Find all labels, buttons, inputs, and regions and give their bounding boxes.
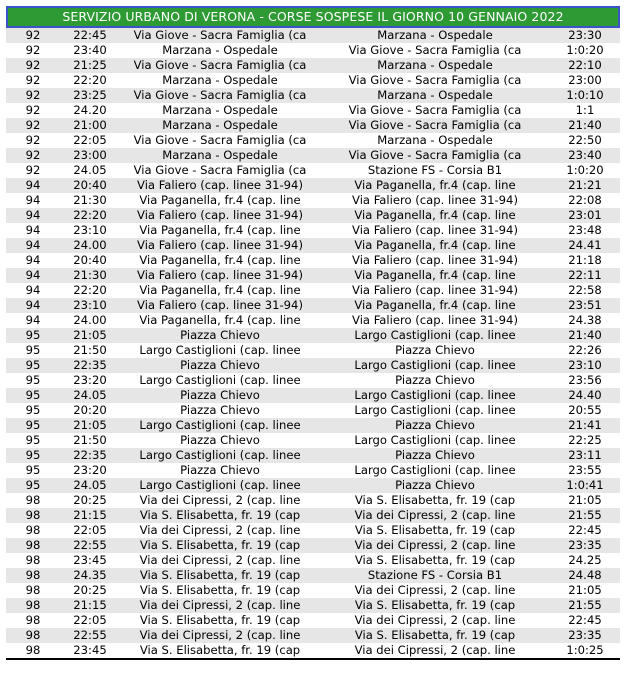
cell-arrival: 21:05: [568, 493, 602, 507]
cell-departure: 24.20: [73, 103, 107, 117]
table-row: [6, 253, 620, 268]
cell-departure: 22:05: [73, 523, 107, 537]
cell-departure: 21:50: [73, 343, 107, 357]
cell-arrival: 21:55: [568, 598, 602, 612]
cell-from: Piazza Chievo: [180, 403, 260, 417]
cell-to: Marzana - Ospedale: [377, 133, 493, 147]
cell-to: Via Giove - Sacra Famiglia (ca: [348, 43, 522, 57]
table-row: [6, 133, 620, 148]
cell-to: Via S. Elisabetta, fr. 19 (cap: [354, 493, 516, 507]
table-row: [6, 43, 620, 58]
cell-line: 98: [25, 553, 41, 567]
table-row: [6, 163, 620, 178]
cell-departure: 22:35: [73, 448, 107, 462]
cell-line: 95: [25, 478, 41, 492]
cell-to: Via S. Elisabetta, fr. 19 (cap: [354, 628, 516, 642]
cell-to: Via Paganella, fr.4 (cap. line: [354, 298, 516, 312]
table-row: [6, 313, 620, 328]
cell-to: Largo Castiglioni (cap. linee: [354, 433, 516, 447]
cell-line: 95: [25, 373, 41, 387]
cell-departure: 24.05: [73, 478, 107, 492]
cell-from: Piazza Chievo: [180, 358, 260, 372]
bottom-divider: [6, 658, 620, 660]
cell-line: 94: [25, 253, 41, 267]
cell-arrival: 23:11: [568, 448, 602, 462]
cell-line: 92: [25, 43, 41, 57]
cell-arrival: 23:40: [568, 148, 602, 162]
cell-to: Via S. Elisabetta, fr. 19 (cap: [354, 523, 516, 537]
cell-departure: 22:05: [73, 613, 107, 627]
cell-departure: 20:20: [73, 403, 107, 417]
cell-departure: 21:50: [73, 433, 107, 447]
cell-from: Largo Castiglioni (cap. linee: [139, 478, 301, 492]
cell-from: Marzana - Ospedale: [162, 43, 278, 57]
cell-to: Marzana - Ospedale: [377, 28, 493, 42]
cell-to: Via Paganella, fr.4 (cap. line: [354, 268, 516, 282]
cell-line: 94: [25, 283, 41, 297]
cell-line: 92: [25, 118, 41, 132]
cell-departure: 23:25: [73, 88, 107, 102]
cell-line: 92: [25, 163, 41, 177]
cell-arrival: 22:11: [568, 268, 602, 282]
cell-arrival: 22:45: [568, 523, 602, 537]
cell-from: Via Giove - Sacra Famiglia (ca: [133, 133, 307, 147]
cell-line: 95: [25, 343, 41, 357]
cell-from: Piazza Chievo: [180, 388, 260, 402]
table-row: [6, 88, 620, 103]
schedule-table: [6, 28, 620, 658]
cell-line: 95: [25, 388, 41, 402]
cell-arrival: 1:0:25: [566, 643, 604, 657]
cell-from: Largo Castiglioni (cap. linee: [139, 343, 301, 357]
cell-departure: 20:40: [73, 178, 107, 192]
cell-to: Via Faliero (cap. linee 31-94): [352, 313, 518, 327]
table-row: [6, 388, 620, 403]
cell-departure: 21:15: [73, 598, 107, 612]
cell-line: 98: [25, 568, 41, 582]
cell-arrival: 24.25: [568, 553, 602, 567]
cell-departure: 23:40: [73, 43, 107, 57]
cell-to: Via S. Elisabetta, fr. 19 (cap: [354, 553, 516, 567]
cell-line: 98: [25, 523, 41, 537]
cell-departure: 22:55: [73, 628, 107, 642]
cell-arrival: 24.48: [568, 568, 602, 582]
cell-to: Marzana - Ospedale: [377, 58, 493, 72]
cell-to: Via Paganella, fr.4 (cap. line: [354, 208, 516, 222]
cell-to: Marzana - Ospedale: [377, 88, 493, 102]
cell-arrival: 23:55: [568, 463, 602, 477]
cell-departure: 21:15: [73, 508, 107, 522]
cell-arrival: 23:30: [568, 28, 602, 42]
cell-departure: 24.05: [73, 388, 107, 402]
cell-arrival: 23:48: [568, 223, 602, 237]
cell-arrival: 20:55: [568, 403, 602, 417]
cell-from: Via dei Cipressi, 2 (cap. line: [139, 553, 301, 567]
table-row: [6, 508, 620, 523]
cell-from: Via Faliero (cap. linee 31-94): [137, 238, 303, 252]
cell-arrival: 22:26: [568, 343, 602, 357]
table-row: [6, 148, 620, 163]
cell-departure: 20:25: [73, 493, 107, 507]
cell-line: 92: [25, 58, 41, 72]
cell-arrival: 21:40: [568, 328, 602, 342]
table-row: [6, 223, 620, 238]
cell-line: 95: [25, 433, 41, 447]
cell-from: Via S. Elisabetta, fr. 19 (cap: [139, 613, 301, 627]
table-row: [6, 343, 620, 358]
cell-departure: 22:05: [73, 133, 107, 147]
table-row: [6, 523, 620, 538]
table-row: [6, 418, 620, 433]
cell-departure: 22:20: [73, 208, 107, 222]
cell-line: 98: [25, 508, 41, 522]
cell-departure: 23:10: [73, 298, 107, 312]
cell-to: Piazza Chievo: [395, 343, 475, 357]
table-row: [6, 193, 620, 208]
cell-to: Via dei Cipressi, 2 (cap. line: [354, 613, 516, 627]
cell-departure: 24.05: [73, 163, 107, 177]
cell-from: Via Paganella, fr.4 (cap. line: [139, 193, 301, 207]
cell-departure: 20:25: [73, 583, 107, 597]
cell-line: 94: [25, 178, 41, 192]
cell-departure: 23:20: [73, 373, 107, 387]
cell-arrival: 24.38: [568, 313, 602, 327]
table-row: [6, 328, 620, 343]
cell-departure: 23:00: [73, 148, 107, 162]
cell-from: Via dei Cipressi, 2 (cap. line: [139, 628, 301, 642]
cell-from: Via Paganella, fr.4 (cap. line: [139, 283, 301, 297]
cell-from: Via Faliero (cap. linee 31-94): [137, 208, 303, 222]
cell-departure: 22:55: [73, 538, 107, 552]
table-row: [6, 268, 620, 283]
cell-departure: 20:40: [73, 253, 107, 267]
cell-line: 94: [25, 208, 41, 222]
cell-from: Largo Castiglioni (cap. linee: [139, 418, 301, 432]
cell-arrival: 21:21: [568, 178, 602, 192]
cell-from: Via S. Elisabetta, fr. 19 (cap: [139, 538, 301, 552]
cell-from: Via Paganella, fr.4 (cap. line: [139, 313, 301, 327]
cell-line: 98: [25, 628, 41, 642]
table-row: [6, 598, 620, 613]
cell-to: Piazza Chievo: [395, 373, 475, 387]
cell-line: 95: [25, 463, 41, 477]
cell-departure: 22:20: [73, 73, 107, 87]
cell-to: Via dei Cipressi, 2 (cap. line: [354, 538, 516, 552]
table-row: [6, 298, 620, 313]
cell-line: 95: [25, 403, 41, 417]
cell-to: Stazione FS - Corsia B1: [367, 163, 503, 177]
cell-arrival: 23:35: [568, 628, 602, 642]
cell-from: Via S. Elisabetta, fr. 19 (cap: [139, 568, 301, 582]
cell-to: Via dei Cipressi, 2 (cap. line: [354, 508, 516, 522]
cell-to: Piazza Chievo: [395, 448, 475, 462]
cell-arrival: 24.40: [568, 388, 602, 402]
cell-departure: 24.00: [73, 238, 107, 252]
cell-to: Via dei Cipressi, 2 (cap. line: [354, 583, 516, 597]
cell-to: Largo Castiglioni (cap. linee: [354, 463, 516, 477]
cell-line: 92: [25, 28, 41, 42]
cell-arrival: 23:35: [568, 538, 602, 552]
table-row: [6, 433, 620, 448]
cell-arrival: 22:58: [568, 283, 602, 297]
cell-from: Via Giove - Sacra Famiglia (ca: [133, 163, 307, 177]
cell-line: 94: [25, 313, 41, 327]
cell-to: Via Faliero (cap. linee 31-94): [352, 283, 518, 297]
table-row: [6, 448, 620, 463]
cell-to: Via Paganella, fr.4 (cap. line: [354, 238, 516, 252]
cell-from: Via dei Cipressi, 2 (cap. line: [139, 598, 301, 612]
cell-departure: 23:10: [73, 223, 107, 237]
cell-to: Via Faliero (cap. linee 31-94): [352, 253, 518, 267]
cell-departure: 23:45: [73, 553, 107, 567]
cell-from: Marzana - Ospedale: [162, 148, 278, 162]
table-row: [6, 28, 620, 43]
cell-line: 95: [25, 418, 41, 432]
cell-to: Largo Castiglioni (cap. linee: [354, 328, 516, 342]
cell-arrival: 1:0:20: [566, 43, 604, 57]
cell-arrival: 21:55: [568, 508, 602, 522]
table-row: [6, 568, 620, 583]
cell-to: Via Giove - Sacra Famiglia (ca: [348, 148, 522, 162]
table-row: [6, 58, 620, 73]
cell-to: Piazza Chievo: [395, 418, 475, 432]
cell-from: Via Faliero (cap. linee 31-94): [137, 178, 303, 192]
cell-line: 98: [25, 538, 41, 552]
cell-arrival: 21:40: [568, 118, 602, 132]
cell-to: Largo Castiglioni (cap. linee: [354, 403, 516, 417]
cell-departure: 21:30: [73, 193, 107, 207]
cell-to: Via Giove - Sacra Famiglia (ca: [348, 103, 522, 117]
cell-arrival: 23:10: [568, 358, 602, 372]
cell-from: Via Giove - Sacra Famiglia (ca: [133, 88, 307, 102]
cell-from: Marzana - Ospedale: [162, 73, 278, 87]
cell-departure: 24.35: [73, 568, 107, 582]
cell-to: Stazione FS - Corsia B1: [367, 568, 503, 582]
cell-to: Piazza Chievo: [395, 478, 475, 492]
table-row: [6, 478, 620, 493]
table-row: [6, 178, 620, 193]
table-row: [6, 103, 620, 118]
cell-departure: 22:20: [73, 283, 107, 297]
cell-line: 92: [25, 133, 41, 147]
cell-arrival: 22:25: [568, 433, 602, 447]
cell-departure: 21:25: [73, 58, 107, 72]
table-row: [6, 493, 620, 508]
cell-line: 94: [25, 193, 41, 207]
cell-arrival: 23:51: [568, 298, 602, 312]
table-row: [6, 643, 620, 658]
cell-arrival: 22:50: [568, 133, 602, 147]
cell-to: Via Paganella, fr.4 (cap. line: [354, 178, 516, 192]
table-row: [6, 283, 620, 298]
cell-line: 95: [25, 448, 41, 462]
cell-from: Via S. Elisabetta, fr. 19 (cap: [139, 643, 301, 657]
cell-to: Via Faliero (cap. linee 31-94): [352, 193, 518, 207]
cell-from: Marzana - Ospedale: [162, 103, 278, 117]
cell-line: 95: [25, 328, 41, 342]
cell-departure: 23:45: [73, 643, 107, 657]
cell-from: Via Giove - Sacra Famiglia (ca: [133, 28, 307, 42]
cell-line: 94: [25, 268, 41, 282]
table-row: [6, 118, 620, 133]
cell-arrival: 21:18: [568, 253, 602, 267]
cell-line: 94: [25, 223, 41, 237]
cell-line: 92: [25, 103, 41, 117]
table-row: [6, 583, 620, 598]
table-row: [6, 208, 620, 223]
cell-from: Piazza Chievo: [180, 463, 260, 477]
cell-from: Via dei Cipressi, 2 (cap. line: [139, 493, 301, 507]
cell-from: Via Faliero (cap. linee 31-94): [137, 298, 303, 312]
cell-from: Via dei Cipressi, 2 (cap. line: [139, 523, 301, 537]
cell-arrival: 1:0:20: [566, 163, 604, 177]
cell-from: Via Giove - Sacra Famiglia (ca: [133, 58, 307, 72]
cell-arrival: 23:01: [568, 208, 602, 222]
table-row: [6, 238, 620, 253]
cell-arrival: 22:10: [568, 58, 602, 72]
cell-from: Via Paganella, fr.4 (cap. line: [139, 223, 301, 237]
table-row: [6, 553, 620, 568]
cell-arrival: 21:05: [568, 583, 602, 597]
table-row: [6, 73, 620, 88]
cell-from: Via Faliero (cap. linee 31-94): [137, 268, 303, 282]
table-row: [6, 628, 620, 643]
cell-to: Via Giove - Sacra Famiglia (ca: [348, 118, 522, 132]
cell-arrival: 23:56: [568, 373, 602, 387]
cell-from: Piazza Chievo: [180, 328, 260, 342]
cell-to: Largo Castiglioni (cap. linee: [354, 358, 516, 372]
table-row: [6, 538, 620, 553]
cell-to: Via S. Elisabetta, fr. 19 (cap: [354, 598, 516, 612]
cell-from: Marzana - Ospedale: [162, 118, 278, 132]
cell-line: 92: [25, 148, 41, 162]
cell-line: 94: [25, 298, 41, 312]
cell-from: Largo Castiglioni (cap. linee: [139, 448, 301, 462]
cell-arrival: 1:0:10: [566, 88, 604, 102]
cell-arrival: 22:45: [568, 613, 602, 627]
cell-departure: 23:20: [73, 463, 107, 477]
cell-from: Via S. Elisabetta, fr. 19 (cap: [139, 508, 301, 522]
sheet-title: SERVIZIO URBANO DI VERONA - CORSE SOSPESE IL GIORNO 10 GENNAIO 2022: [6, 6, 620, 28]
cell-line: 94: [25, 238, 41, 252]
cell-departure: 24.00: [73, 313, 107, 327]
cell-arrival: 21:41: [568, 418, 602, 432]
cell-to: Via Faliero (cap. linee 31-94): [352, 223, 518, 237]
cell-line: 98: [25, 613, 41, 627]
cell-from: Via S. Elisabetta, fr. 19 (cap: [139, 583, 301, 597]
cell-line: 92: [25, 88, 41, 102]
cell-to: Largo Castiglioni (cap. linee: [354, 388, 516, 402]
cell-departure: 21:30: [73, 268, 107, 282]
table-row: [6, 613, 620, 628]
cell-to: Via Giove - Sacra Famiglia (ca: [348, 73, 522, 87]
cell-departure: 21:05: [73, 328, 107, 342]
table-row: [6, 403, 620, 418]
cell-departure: 22:45: [73, 28, 107, 42]
cell-line: 98: [25, 598, 41, 612]
cell-arrival: 1:1: [575, 103, 595, 117]
cell-line: 98: [25, 583, 41, 597]
cell-from: Largo Castiglioni (cap. linee: [139, 373, 301, 387]
cell-from: Piazza Chievo: [180, 433, 260, 447]
cell-arrival: 22:08: [568, 193, 602, 207]
cell-departure: 21:05: [73, 418, 107, 432]
table-row: [6, 463, 620, 478]
cell-departure: 21:00: [73, 118, 107, 132]
table-row: [6, 373, 620, 388]
schedule-sheet: [6, 6, 620, 660]
cell-line: 95: [25, 358, 41, 372]
table-row: [6, 358, 620, 373]
cell-arrival: 24.41: [568, 238, 602, 252]
cell-line: 98: [25, 643, 41, 657]
cell-line: 92: [25, 73, 41, 87]
cell-line: 98: [25, 493, 41, 507]
cell-arrival: 1:0:41: [566, 478, 604, 492]
cell-arrival: 23:00: [568, 73, 602, 87]
cell-departure: 22:35: [73, 358, 107, 372]
cell-from: Via Paganella, fr.4 (cap. line: [139, 253, 301, 267]
cell-to: Via dei Cipressi, 2 (cap. line: [354, 643, 516, 657]
